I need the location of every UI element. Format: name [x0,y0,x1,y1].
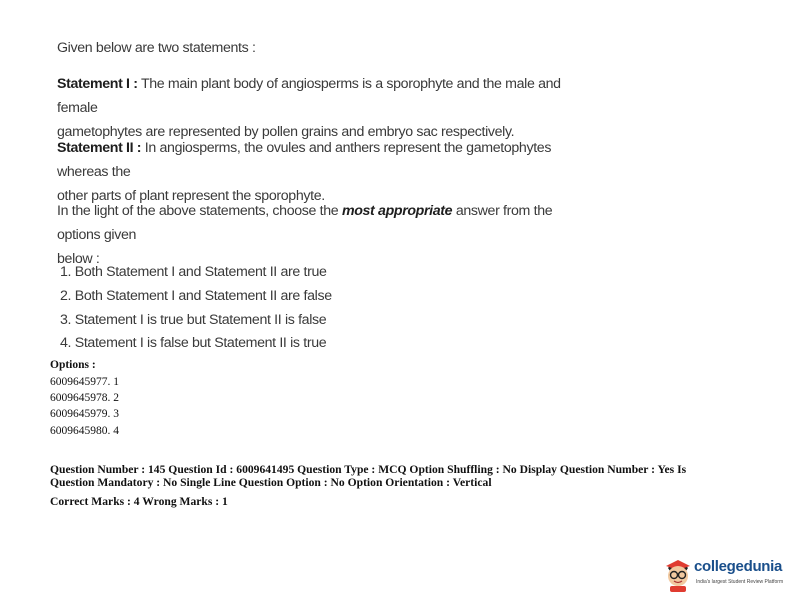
option-item-3: 6009645979. 3 [50,408,119,420]
instruction-emphasis: most appropriate [341,203,453,219]
instruction [57,199,577,271]
statement-1-line2: gametophytes are represented by pollen grains and embryo sac respectively. [57,124,515,140]
question-intro: Given below are two statements : [57,40,256,56]
mascot-icon [662,556,694,592]
options-heading: Options : [50,359,96,371]
logo-tagline: India's largest Student Review Platform [696,579,784,585]
statement-1 [57,72,577,144]
logo-wordmark: collegedunia [694,558,783,575]
option-item-2: 6009645978. 2 [50,392,119,404]
instruction-before: In the light of the above statements, choose the [57,203,339,219]
choice-1: 1. Both Statement I and Statement II are true [60,264,327,280]
statement-2-line1: In angiosperms, the ovules and anthers represent the gametophytes whereas the [57,140,552,180]
meta-line-1: Question Number : 145 Question Id : 6009641495 Question Type : MCQ Option Shuffling : No Display Question Number : Yes Is [50,463,687,476]
instruction-after: answer from the options given [57,203,553,243]
question-meta [50,463,750,489]
instruction-line2: below : [57,251,100,267]
choice-2: 2. Both Statement I and Statement II are false [60,288,332,304]
statement-1-line1: The main plant body of angiosperms is a sporophyte and the male and female [57,76,561,116]
option-item-4: 6009645980. 4 [50,425,119,437]
statement-1-label: Statement I : [57,76,138,92]
choice-3: 3. Statement I is true but Statement II is false [60,312,327,328]
statement-2-line2: other parts of plant represent the sporophyte. [57,188,325,204]
choice-4: 4. Statement I is false but Statement II is true [60,335,327,351]
statement-2-label: Statement II : [57,140,142,156]
statement-2 [57,136,577,208]
marks-info: Correct Marks : 4 Wrong Marks : 1 [50,495,228,508]
meta-line-2: Question Mandatory : No Single Line Question Option : No Option Orientation : Vertical [50,476,492,489]
option-item-1: 6009645977. 1 [50,376,119,388]
collegedunia-logo [662,556,790,600]
